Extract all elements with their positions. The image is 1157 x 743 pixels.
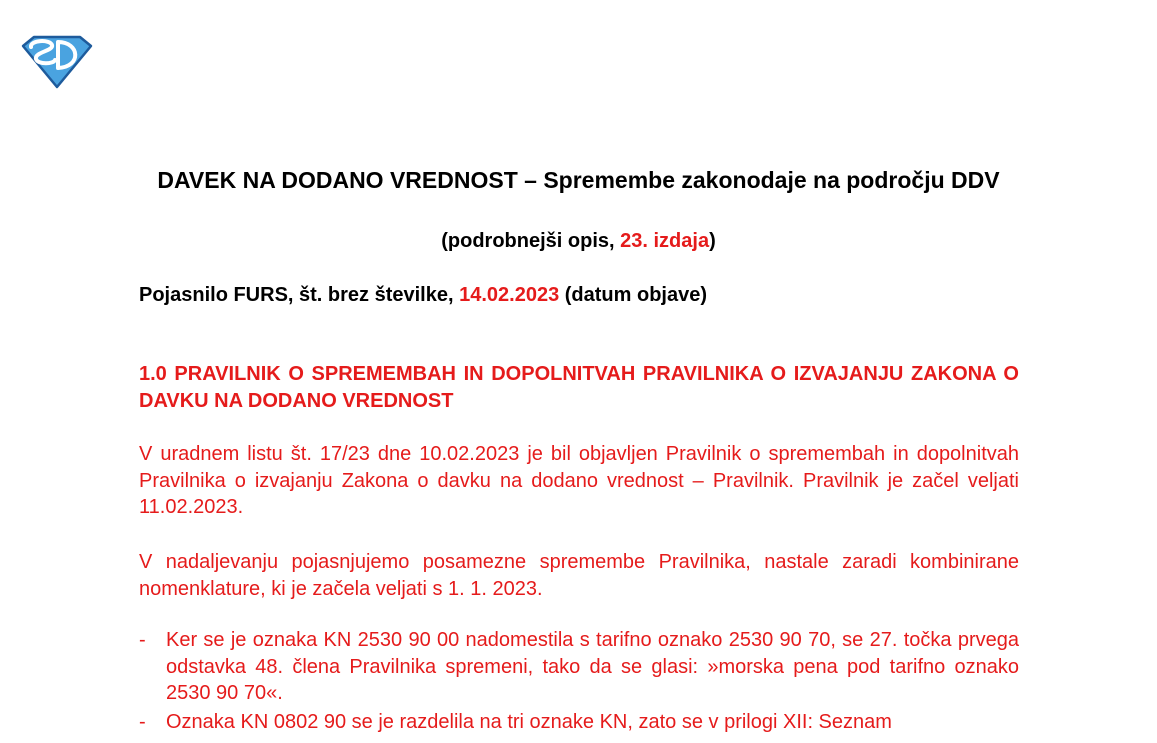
bullet-text: Ker se je oznaka KN 2530 90 00 nadomestila s tarifno oznako 2530 90 70, se 27. točka prvega odstavka 48. člena Pravilnika spremeni, tako da se glasi: »morska pena pod tarifno oznako 2530 90 70«. bbox=[166, 629, 1019, 704]
bullet-marker: - bbox=[139, 629, 146, 651]
company-logo-icon bbox=[20, 34, 94, 90]
section-heading: 1.0 PRAVILNIK O SPREMEMBAH IN DOPOLNITVAH PRAVILNIKA O IZVAJANJU ZAKONA O DAVKU NA DODANO VREDNOST bbox=[139, 363, 1019, 412]
reference-prefix: Pojasnilo FURS, št. brez številke, bbox=[139, 284, 460, 306]
reference-line bbox=[139, 282, 707, 308]
document-title: DAVEK NA DODANO VREDNOST – Spremembe zakonodaje na področju DDV bbox=[157, 167, 1000, 193]
edition-number: 23. izdaja bbox=[620, 230, 710, 252]
bullet-list bbox=[139, 627, 1019, 737]
document-subtitle bbox=[139, 228, 1018, 254]
subtitle-suffix: ) bbox=[709, 230, 716, 252]
bullet-text: Oznaka KN 0802 90 se je razdelila na tri oznake KN, zato se v prilogi XII: Seznam bbox=[166, 710, 892, 733]
publication-date: 14.02.2023 bbox=[459, 284, 560, 306]
bullet-marker: - bbox=[139, 710, 146, 733]
reference-suffix: (datum objave) bbox=[559, 284, 708, 306]
paragraph-1: V uradnem listu št. 17/23 dne 10.02.2023 je bil objavljen Pravilnik o spremembah in dopolnitvah Pravilnika o izvajanju Zakona o davku na dodano vrednost – Pravilnik. Pravilnik je začel veljati 11.02.2023. bbox=[139, 443, 1019, 518]
company-logo bbox=[20, 34, 94, 90]
subtitle-prefix: (podrobnejši opis, bbox=[441, 230, 621, 252]
paragraph-2: V nadaljevanju pojasnjujemo posamezne spremembe Pravilnika, nastale zaradi kombinirane nomenklature, ki je začela veljati s 1. 1. 2023. bbox=[139, 551, 1019, 600]
list-item bbox=[139, 627, 1019, 707]
list-item bbox=[139, 709, 1019, 736]
